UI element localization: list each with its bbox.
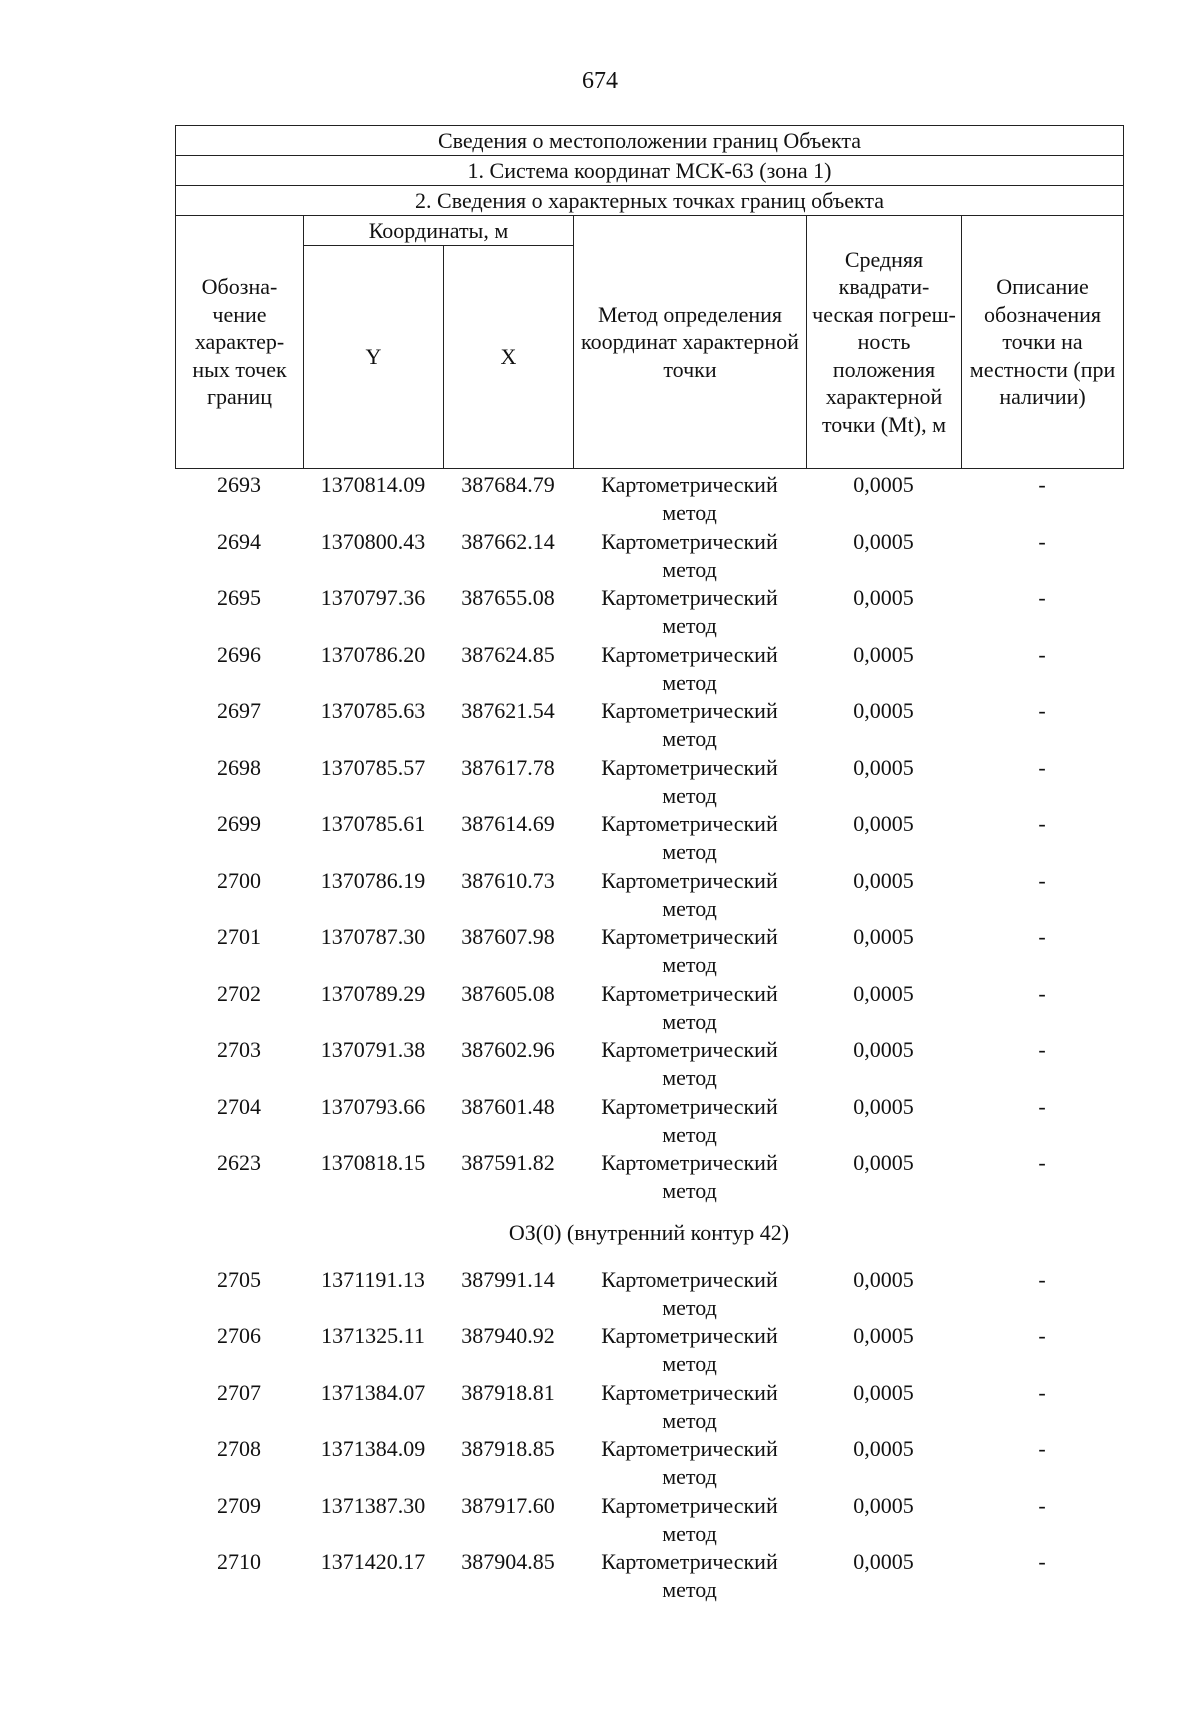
method-line-2: метод <box>662 1178 717 1203</box>
description: - <box>1038 1037 1046 1062</box>
method-line-2: метод <box>662 1294 717 1320</box>
method-line-1: Картометрический <box>601 1549 778 1574</box>
coord-y: 1370787.30 <box>320 924 426 949</box>
method-line-1: Картометрический <box>601 1379 778 1405</box>
coord-x: 387610.73 <box>461 867 555 893</box>
method-line-2: метод <box>662 1407 717 1433</box>
table-row <box>175 923 1123 980</box>
method <box>573 1379 806 1436</box>
method-line-1: Картометрический <box>601 924 778 949</box>
point-id: 2706 <box>217 1323 261 1348</box>
coord-x: 387904.85 <box>461 1549 555 1574</box>
coord-y: 1371191.13 <box>321 1266 425 1292</box>
coord-y: 1370797.36 <box>320 585 426 610</box>
coord-x: 387684.79 <box>461 472 555 497</box>
description: - <box>1038 698 1046 723</box>
points-table <box>175 471 1123 1605</box>
coord-y: 1370785.61 <box>320 811 426 836</box>
description: - <box>1038 585 1046 610</box>
method-line-1: Картометрический <box>601 1492 778 1518</box>
point-id: 2623 <box>217 1150 261 1175</box>
description: - <box>1038 1549 1046 1574</box>
coord-y: 1370800.43 <box>320 528 426 554</box>
point-id: 2707 <box>217 1379 261 1405</box>
method-line-1: Картометрический <box>601 1436 778 1461</box>
method <box>573 810 806 867</box>
table-row <box>175 867 1123 924</box>
point-id: 2693 <box>217 472 261 497</box>
method <box>573 641 806 698</box>
table-row <box>175 584 1123 641</box>
table-row <box>175 1548 1123 1605</box>
coord-x: 387605.08 <box>461 980 555 1006</box>
section-title: 2. Сведения о характерных точках границ объекта <box>176 186 1124 216</box>
point-id: 2710 <box>217 1549 261 1574</box>
method <box>573 754 806 811</box>
point-id: 2703 <box>217 1037 261 1062</box>
point-id: 2699 <box>217 811 261 836</box>
coord-y: 1370818.15 <box>320 1150 426 1175</box>
method-line-1: Картометрический <box>601 811 778 836</box>
table-row <box>175 1492 1123 1549</box>
error-value: 0,0005 <box>853 867 914 893</box>
description: - <box>1038 980 1046 1006</box>
description: - <box>1038 1266 1046 1292</box>
description: - <box>1038 867 1046 893</box>
point-id: 2708 <box>217 1436 261 1461</box>
description: - <box>1038 811 1046 836</box>
coord-x: 387621.54 <box>461 698 555 723</box>
coord-x: 387624.85 <box>461 641 555 667</box>
method-line-1: Картометрический <box>601 698 778 723</box>
method-line-2: метод <box>662 839 717 864</box>
table-row <box>175 1435 1123 1492</box>
col-y: Y <box>304 246 444 469</box>
table-row <box>175 641 1123 698</box>
coord-y: 1371387.30 <box>320 1492 426 1518</box>
coord-x: 387918.81 <box>461 1379 555 1405</box>
coord-x: 387917.60 <box>461 1492 555 1518</box>
method <box>573 1492 806 1549</box>
table-row <box>175 1322 1123 1379</box>
method-line-1: Картометрический <box>601 1093 778 1119</box>
method-line-2: метод <box>662 613 717 638</box>
description: - <box>1038 1379 1046 1405</box>
method-line-1: Картометрический <box>601 472 778 497</box>
method <box>573 1435 806 1492</box>
description: - <box>1038 528 1046 554</box>
table-row <box>175 697 1123 754</box>
method <box>573 980 806 1037</box>
coordinate-system: 1. Система координат МСК-63 (зона 1) <box>176 156 1124 186</box>
error-value: 0,0005 <box>853 924 914 949</box>
description: - <box>1038 1093 1046 1119</box>
header-table <box>175 125 1124 469</box>
error-value: 0,0005 <box>853 754 914 780</box>
coord-x: 387614.69 <box>461 811 555 836</box>
col-designation: Обозна- чение характер- ных точек границ <box>176 216 304 469</box>
error-value: 0,0005 <box>853 1379 914 1405</box>
point-id: 2697 <box>217 698 261 723</box>
coord-y: 1370785.63 <box>320 698 426 723</box>
table-row <box>175 754 1123 811</box>
description: - <box>1038 754 1046 780</box>
point-id: 2698 <box>217 754 261 780</box>
table-row <box>175 1149 1123 1206</box>
method <box>573 1266 806 1323</box>
method-line-2: метод <box>662 1121 717 1147</box>
method-line-1: Картометрический <box>601 1266 778 1292</box>
method <box>573 867 806 924</box>
point-id: 2705 <box>217 1266 261 1292</box>
method-line-1: Картометрический <box>601 585 778 610</box>
table-row <box>175 1093 1123 1150</box>
method-line-2: метод <box>662 782 717 808</box>
coord-y: 1370791.38 <box>320 1037 426 1062</box>
description: - <box>1038 1323 1046 1348</box>
method <box>573 528 806 585</box>
method-line-1: Картометрический <box>601 1037 778 1062</box>
method-line-2: метод <box>662 556 717 582</box>
error-value: 0,0005 <box>853 698 914 723</box>
description: - <box>1038 924 1046 949</box>
table-row <box>175 810 1123 867</box>
error-value: 0,0005 <box>853 980 914 1006</box>
method-line-2: метод <box>662 952 717 977</box>
error-value: 0,0005 <box>853 1436 914 1461</box>
method-line-1: Картометрический <box>601 1150 778 1175</box>
method <box>573 1036 806 1093</box>
method-line-1: Картометрический <box>601 641 778 667</box>
coord-x: 387607.98 <box>461 924 555 949</box>
method-line-2: метод <box>662 1520 717 1546</box>
section-row <box>175 1206 1123 1266</box>
point-id: 2696 <box>217 641 261 667</box>
error-value: 0,0005 <box>853 1150 914 1175</box>
coord-x: 387601.48 <box>461 1093 555 1119</box>
coord-y: 1371420.17 <box>320 1549 426 1574</box>
coord-x: 387662.14 <box>461 528 555 554</box>
table-row <box>175 1036 1123 1093</box>
method-line-2: метод <box>662 1464 717 1489</box>
col-coordinates: Координаты, м <box>304 216 574 246</box>
coord-y: 1370789.29 <box>320 980 426 1006</box>
coord-y: 1371384.09 <box>320 1436 426 1461</box>
error-value: 0,0005 <box>853 811 914 836</box>
col-x: X <box>444 246 574 469</box>
coord-x: 387918.85 <box>461 1436 555 1461</box>
point-id: 2702 <box>217 980 261 1006</box>
error-value: 0,0005 <box>853 472 914 497</box>
method-line-2: метод <box>662 726 717 751</box>
coord-y: 1370814.09 <box>320 472 426 497</box>
table-row <box>175 528 1123 585</box>
method <box>573 471 806 528</box>
error-value: 0,0005 <box>853 1549 914 1574</box>
method-line-2: метод <box>662 500 717 525</box>
col-description: Описание обозначения точки на местности (при наличии) <box>962 216 1124 469</box>
method-line-2: метод <box>662 1577 717 1602</box>
coord-x: 387940.92 <box>461 1323 555 1348</box>
method <box>573 1322 806 1379</box>
page-number: 674 <box>582 68 618 94</box>
table-row <box>175 1266 1123 1323</box>
method-line-1: Картометрический <box>601 867 778 893</box>
coord-y: 1370786.19 <box>320 867 426 893</box>
table-row <box>175 471 1123 528</box>
method-line-2: метод <box>662 1351 717 1376</box>
coord-x: 387591.82 <box>461 1150 555 1175</box>
method-line-2: метод <box>662 1008 717 1034</box>
col-error: Средняя квадрати- ческая погреш- ность положения характерной точки (Mt), м <box>807 216 962 469</box>
coord-x: 387991.14 <box>461 1266 555 1292</box>
description: - <box>1038 1436 1046 1461</box>
description: - <box>1038 472 1046 497</box>
coord-y: 1371384.07 <box>320 1379 426 1405</box>
coord-y: 1370793.66 <box>320 1093 426 1119</box>
error-value: 0,0005 <box>853 1323 914 1348</box>
method <box>573 1093 806 1150</box>
coord-x: 387602.96 <box>461 1037 555 1062</box>
method <box>573 1149 806 1206</box>
error-value: 0,0005 <box>853 641 914 667</box>
coord-y: 1371325.11 <box>321 1323 425 1348</box>
method <box>573 697 806 754</box>
description: - <box>1038 1492 1046 1518</box>
error-value: 0,0005 <box>853 1492 914 1518</box>
description: - <box>1038 1150 1046 1175</box>
section-label: ОЗ(0) (внутренний контур 42) <box>508 1219 790 1245</box>
description: - <box>1038 641 1046 667</box>
method <box>573 584 806 641</box>
point-id: 2709 <box>217 1492 261 1518</box>
method-line-1: Картометрический <box>601 528 778 554</box>
method <box>573 1548 806 1605</box>
method-line-2: метод <box>662 669 717 695</box>
method-line-2: метод <box>662 1065 717 1090</box>
error-value: 0,0005 <box>853 1266 914 1292</box>
method-line-1: Картометрический <box>601 1323 778 1348</box>
method-line-2: метод <box>662 895 717 921</box>
error-value: 0,0005 <box>853 1093 914 1119</box>
table-title: Сведения о местоположении границ Объекта <box>176 126 1124 156</box>
point-id: 2701 <box>217 924 261 949</box>
point-id: 2704 <box>217 1093 261 1119</box>
error-value: 0,0005 <box>853 528 914 554</box>
coord-y: 1370786.20 <box>320 641 426 667</box>
col-method: Метод определения координат характерной точки <box>574 216 807 469</box>
method-line-1: Картометрический <box>601 754 778 780</box>
method <box>573 923 806 980</box>
point-id: 2694 <box>217 528 261 554</box>
table-row <box>175 1379 1123 1436</box>
coord-y: 1370785.57 <box>320 754 426 780</box>
table-row <box>175 980 1123 1037</box>
coord-x: 387617.78 <box>461 754 555 780</box>
point-id: 2700 <box>217 867 261 893</box>
point-id: 2695 <box>217 585 261 610</box>
method-line-1: Картометрический <box>601 980 778 1006</box>
error-value: 0,0005 <box>853 585 914 610</box>
error-value: 0,0005 <box>853 1037 914 1062</box>
coord-x: 387655.08 <box>461 585 555 610</box>
